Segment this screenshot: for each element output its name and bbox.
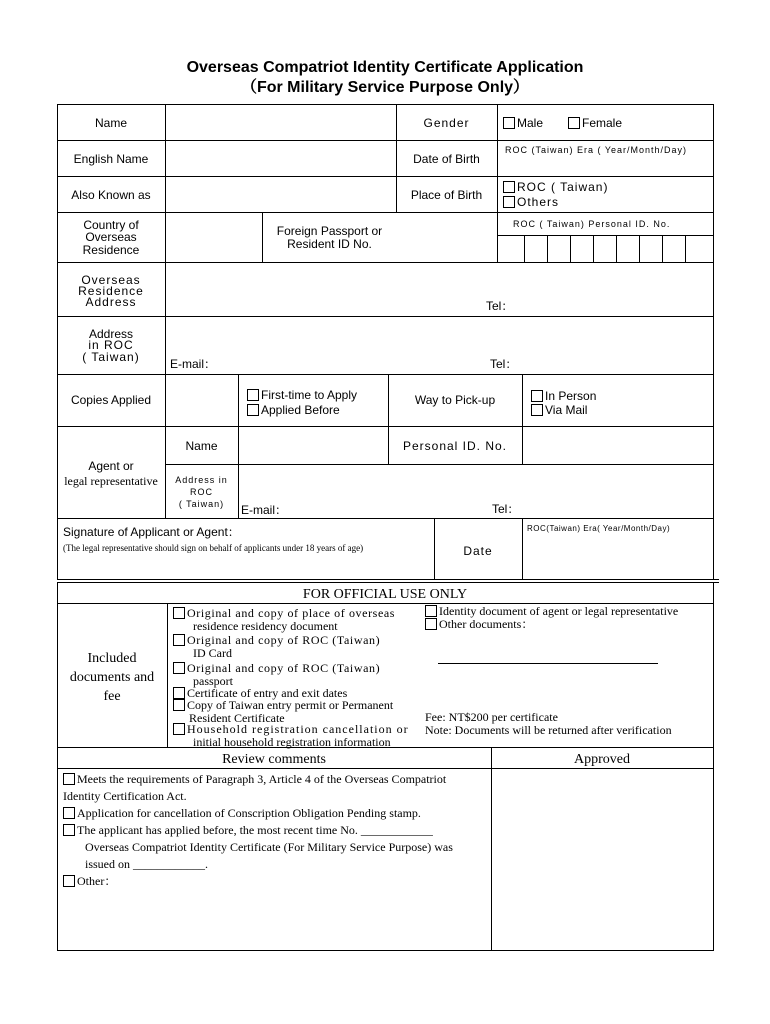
agent-address-label-1: Address in bbox=[175, 475, 228, 485]
doc-entry-permit[interactable]: Copy of Taiwan entry permit or Permanent bbox=[173, 698, 393, 712]
doc-overseas-residence-line2: residence residency document bbox=[193, 619, 338, 633]
roc-id-digit-cells[interactable] bbox=[498, 236, 713, 262]
doc-other-line bbox=[438, 663, 658, 664]
gender-female-option[interactable]: Female bbox=[568, 116, 622, 130]
doc-entry-exit[interactable]: Certificate of entry and exit dates bbox=[173, 686, 347, 700]
review-item-applied-before-line3: issued on ____________. bbox=[85, 857, 208, 871]
via-mail-checkbox[interactable] bbox=[531, 404, 543, 416]
agent-name-label: Name bbox=[185, 439, 218, 453]
male-checkbox[interactable] bbox=[503, 117, 515, 129]
doc-overseas-residence[interactable]: Original and copy of place of overseas bbox=[173, 606, 395, 620]
agent-address-label-3: ( Taiwan) bbox=[178, 499, 225, 509]
date-hint: ROC(Taiwan) Era( Year/Month/Day) bbox=[527, 524, 671, 533]
included-label-3: fee bbox=[103, 689, 121, 704]
doc-agent-identity-checkbox[interactable] bbox=[425, 605, 437, 617]
applied-before-option[interactable]: Applied Before bbox=[247, 403, 340, 417]
country-label-2: Overseas bbox=[85, 230, 137, 244]
first-time-option[interactable]: First-time to Apply bbox=[247, 388, 357, 402]
form-subtitle: （For Military Service Purpose Only） bbox=[240, 79, 530, 96]
roc-address-field[interactable] bbox=[166, 317, 713, 374]
pickup-label: Way to Pick-up bbox=[414, 393, 496, 407]
dob-label: Date of Birth bbox=[413, 152, 480, 166]
doc-roc-passport-checkbox[interactable] bbox=[173, 662, 185, 674]
gender-label: Gender bbox=[423, 116, 470, 130]
overseas-address-label-1: Overseas bbox=[81, 273, 141, 287]
roc-address-label-2: in ROC bbox=[88, 338, 134, 352]
aka-field[interactable] bbox=[166, 177, 396, 212]
agent-id-field[interactable] bbox=[523, 427, 713, 464]
doc-roc-passport[interactable]: Original and copy of ROC (Taiwan) bbox=[173, 661, 380, 675]
agent-label-2: legal representative bbox=[64, 474, 158, 488]
date-field[interactable] bbox=[523, 536, 713, 579]
agent-email-label: E-mail： bbox=[241, 503, 288, 517]
overseas-address-label-3: Address bbox=[85, 295, 137, 309]
country-label-1: Country of bbox=[83, 218, 139, 232]
included-label-2: documents and bbox=[69, 670, 155, 685]
roc-address-label-1: Address bbox=[88, 327, 134, 341]
doc-overseas-residence-checkbox[interactable] bbox=[173, 607, 185, 619]
review-item-applied-before-line2: Overseas Compatriot Identity Certificate (For Military Service Purpose) was bbox=[85, 840, 453, 854]
passport-field[interactable] bbox=[397, 213, 497, 262]
country-label-3: Residence bbox=[82, 243, 140, 257]
doc-entry-permit-checkbox[interactable] bbox=[173, 699, 185, 711]
approved-field[interactable] bbox=[492, 769, 713, 950]
included-label-1: Included bbox=[87, 651, 137, 666]
doc-agent-identity[interactable]: Identity document of agent or legal representative bbox=[425, 604, 678, 618]
signature-field[interactable] bbox=[58, 519, 434, 579]
passport-label-1: Foreign Passport or bbox=[276, 224, 383, 238]
signature-note: (The legal representative should sign on behalf of applicants under 18 years of age) bbox=[63, 543, 364, 553]
agent-label-1: Agent or bbox=[88, 459, 134, 473]
agent-address-label-2: ROC bbox=[190, 487, 213, 497]
agent-tel-label: Tel： bbox=[492, 502, 520, 516]
agent-name-field[interactable] bbox=[239, 427, 388, 464]
first-time-checkbox[interactable] bbox=[247, 389, 259, 401]
doc-other[interactable]: Other documents： bbox=[425, 617, 533, 631]
agent-address-field[interactable] bbox=[239, 465, 713, 518]
dob-hint: ROC (Taiwan) Era ( Year/Month/Day) bbox=[505, 145, 688, 155]
review-item-cancellation[interactable]: Application for cancellation of Conscription Obligation Pending stamp. bbox=[63, 806, 421, 820]
pob-others-checkbox[interactable] bbox=[503, 196, 515, 208]
name-label: Name bbox=[94, 116, 127, 130]
pob-label: Place of Birth bbox=[410, 188, 483, 202]
via-mail-option[interactable]: Via Mail bbox=[531, 403, 587, 417]
date-label: Date bbox=[463, 544, 493, 558]
review-item-other[interactable]: Other： bbox=[63, 874, 116, 888]
pob-others-option[interactable]: Others bbox=[503, 195, 559, 209]
female-checkbox[interactable] bbox=[568, 117, 580, 129]
review-requirements-checkbox[interactable] bbox=[63, 773, 75, 785]
review-applied-before-checkbox[interactable] bbox=[63, 824, 75, 836]
doc-roc-id-card[interactable]: Original and copy of ROC (Taiwan) bbox=[173, 633, 380, 647]
doc-other-checkbox[interactable] bbox=[425, 618, 437, 630]
fee-text: Fee: NT$200 per certificate bbox=[425, 710, 558, 724]
agent-id-label: Personal ID. No. bbox=[402, 439, 508, 453]
pob-roc-option[interactable]: ROC ( Taiwan) bbox=[503, 180, 608, 194]
roc-tel-label: Tel： bbox=[490, 357, 518, 371]
applicant-email-label: E-mail： bbox=[170, 357, 217, 371]
aka-label: Also Known as bbox=[71, 188, 151, 202]
in-person-option[interactable]: In Person bbox=[531, 389, 596, 403]
official-header: FOR OFFICIAL USE ONLY bbox=[302, 587, 468, 602]
roc-address-label-3: ( Taiwan) bbox=[82, 350, 140, 364]
overseas-tel-label: Tel： bbox=[486, 299, 514, 313]
applied-before-checkbox[interactable] bbox=[247, 404, 259, 416]
in-person-checkbox[interactable] bbox=[531, 390, 543, 402]
doc-roc-passport-line2: passport bbox=[193, 674, 233, 688]
review-item-requirements-line2: Identity Certification Act. bbox=[63, 789, 187, 803]
copies-label: Copies Applied bbox=[70, 393, 152, 407]
return-note: Note: Documents will be returned after verification bbox=[425, 723, 672, 737]
copies-field[interactable] bbox=[166, 375, 238, 426]
english-name-field[interactable] bbox=[166, 141, 396, 176]
roc-id-label: ROC ( Taiwan) Personal ID. No. bbox=[513, 219, 671, 229]
doc-household-checkbox[interactable] bbox=[173, 723, 185, 735]
doc-roc-id-card-checkbox[interactable] bbox=[173, 634, 185, 646]
country-field[interactable] bbox=[166, 213, 262, 262]
doc-household[interactable]: Household registration cancellation or bbox=[173, 722, 409, 736]
gender-male-option[interactable]: Male bbox=[503, 116, 543, 130]
name-field[interactable] bbox=[166, 105, 396, 140]
doc-entry-permit-line2: Resident Certificate bbox=[189, 711, 285, 725]
review-item-requirements[interactable]: Meets the requirements of Paragraph 3, Article 4 of the Overseas Compatriot bbox=[63, 772, 446, 786]
english-name-label: English Name bbox=[73, 152, 149, 166]
review-other-checkbox[interactable] bbox=[63, 875, 75, 887]
signature-label: Signature of Applicant or Agent： bbox=[63, 525, 240, 539]
review-cancellation-checkbox[interactable] bbox=[63, 807, 75, 819]
approved-header: Approved bbox=[574, 752, 630, 767]
passport-label-2: Resident ID No. bbox=[287, 237, 372, 251]
review-header: Review comments bbox=[222, 752, 326, 767]
doc-roc-id-card-line2: ID Card bbox=[193, 646, 232, 660]
overseas-address-label-2: Residence bbox=[78, 284, 144, 298]
overseas-address-field[interactable] bbox=[166, 263, 713, 316]
doc-household-line2: initial household registration information bbox=[193, 735, 391, 749]
form-title: Overseas Compatriot Identity Certificate Application bbox=[186, 59, 584, 76]
review-item-applied-before[interactable]: The applicant has applied before, the most recent time No. ____________ bbox=[63, 823, 433, 837]
pob-roc-checkbox[interactable] bbox=[503, 181, 515, 193]
